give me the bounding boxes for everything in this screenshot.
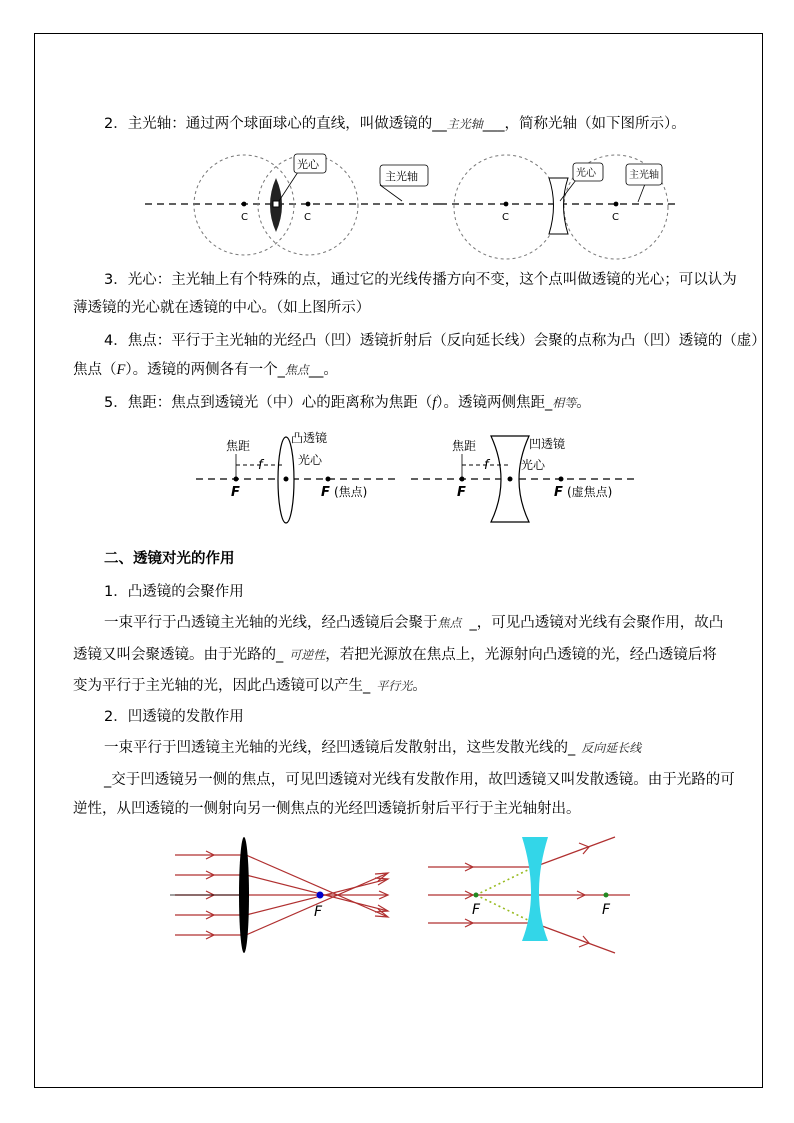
fill-in-answer: 相等 (552, 396, 577, 410)
symbol-F: F (116, 362, 126, 378)
label-F: F (321, 485, 330, 500)
text: __。 (308, 362, 338, 378)
text: 一束平行于凸透镜主光轴的光线，经凸透镜后会聚于 (104, 615, 438, 631)
text: 焦点（ (73, 362, 117, 378)
text: 4．焦点：平行于主光轴的光经凸（凹）透镜折射后（反向延长线）会聚的点称为凸（凹）透镜的（虚） (104, 333, 766, 349)
section-title: 二、透镜对光的作用 (104, 551, 235, 567)
paragraph-concave-1 (104, 738, 641, 758)
fill-in-answer: 反向延长线 (581, 741, 642, 755)
label-light-center: 光心 (521, 458, 546, 472)
fill-in-answer: 焦点 (437, 616, 462, 630)
paragraph-concave-2: _交于凹透镜另一侧的焦点，可见凹透镜对光线有发散作用，故凹透镜又叫发散透镜。由于光路的可 (104, 772, 735, 788)
paragraph-focal-length (104, 393, 591, 413)
label-F: F (602, 902, 611, 918)
symbol-f: f (432, 395, 437, 411)
label-f: f (258, 458, 263, 473)
center-label-c: C (612, 212, 619, 223)
paragraph-light-center-1 (104, 270, 737, 290)
text: 。 (412, 678, 427, 694)
paragraph-convex-1 (104, 613, 723, 633)
reverse-extension-line (476, 895, 534, 923)
label-F: F (231, 485, 240, 500)
label-f: f (484, 458, 489, 473)
figure-focal-length (196, 430, 636, 525)
text: ）。透镜的两侧各有一个_ (125, 362, 285, 378)
fill-in-answer: 焦点 (284, 363, 309, 377)
center-label-c: C (241, 212, 248, 223)
label-F: F (472, 902, 481, 918)
label-F: F (457, 485, 466, 500)
label-F: F (554, 485, 563, 500)
figure-ray-diagrams (170, 835, 640, 955)
label-focal-length: 焦距 (452, 439, 477, 453)
text: ）。透镜两侧焦距_ (436, 395, 553, 411)
text: 3．光心：主光轴上有个特殊的点，通过它的光线传播方向不变，这个点叫做透镜的光心；可以认为 (104, 272, 737, 288)
callout-light-center: 光心 (297, 158, 319, 171)
text: 变为平行于主光轴的光，因此凸透镜可以产生_ (73, 678, 371, 694)
text: 一束平行于凹透镜主光轴的光线，经凹透镜后发散射出，这些发散光线的_ (104, 740, 576, 756)
focus-point (317, 892, 324, 899)
text: 薄透镜的光心就在透镜的中心。（如上图所示） (73, 300, 371, 316)
callout-main-axis: 主光轴 (629, 170, 659, 181)
text: ，若把光源放在焦点上，光源射向凸透镜的光，经凸透镜后将 (325, 647, 717, 663)
text: 。 (576, 395, 591, 411)
label-F: F (314, 904, 323, 920)
text: 5．焦距：焦点到透镜光（中）心的距离称为焦距（ (104, 395, 433, 411)
text: _，可见凸透镜对光线有会聚作用，故凸 (469, 615, 724, 631)
center-label-c: C (304, 212, 311, 223)
text: ___，简称光轴（如下图所示）。 (482, 116, 686, 132)
text: 透镜又叫会聚透镜。由于光路的_ (73, 647, 284, 663)
label-focus: (焦点) (334, 485, 368, 499)
paragraph-convex-2 (73, 645, 717, 665)
paragraph-main-axis (104, 114, 686, 134)
callout-light-center: 光心 (576, 168, 596, 179)
paragraph-light-center-2 (73, 298, 370, 318)
label-virtual-focus: (虚焦点) (567, 485, 613, 499)
fill-in-answer: 可逆性 (289, 648, 326, 662)
heading-concave-diverging: 2．凹透镜的发散作用 (104, 709, 244, 725)
concave-lens-outline (549, 178, 568, 234)
figure-main-axis (140, 148, 680, 252)
label-focal-length: 焦距 (226, 439, 251, 453)
concave-lens-cyan (522, 837, 548, 941)
label-convex-lens: 凸透镜 (291, 431, 328, 445)
label-concave-lens: 凹透镜 (529, 437, 566, 451)
paragraph-focus-2 (73, 360, 338, 380)
paragraph-convex-3 (73, 676, 427, 696)
convex-lens-solid (239, 837, 249, 953)
label-light-center: 光心 (298, 453, 323, 467)
paragraph-concave-3: 逆性，从凹透镜的一侧射向另一侧焦点的光经凹透镜折射后平行于主光轴射出。 (73, 801, 581, 817)
fill-in-answer: 平行光 (376, 679, 413, 693)
heading-convex-converging: 1．凸透镜的会聚作用 (104, 584, 244, 600)
paragraph-focus-1 (104, 331, 766, 351)
callout-main-axis: 主光轴 (385, 170, 418, 183)
reverse-extension-line (476, 867, 534, 895)
fill-in-answer: 主光轴 (446, 117, 483, 131)
text: 2．主光轴：通过两个球面球心的直线，叫做透镜的__ (104, 116, 447, 132)
center-label-c: C (502, 212, 509, 223)
